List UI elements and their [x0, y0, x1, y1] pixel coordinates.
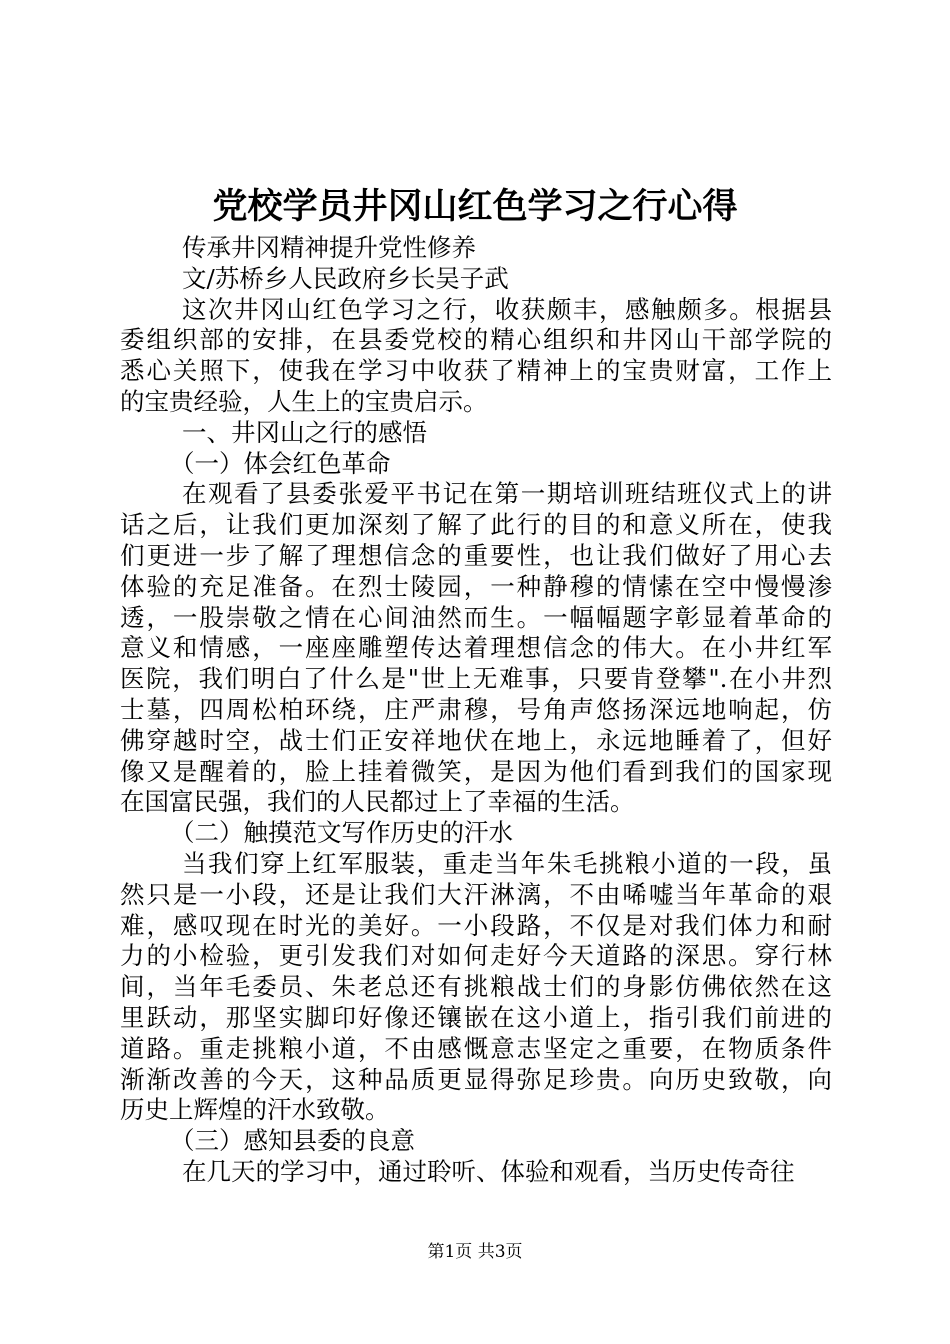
text-line: 历史上辉煌的汗水致敬。	[120, 1095, 390, 1125]
text-line: 悉心关照下，使我在学习中收获了精神上的宝贵财富，工作上	[120, 356, 832, 386]
text-line: 佛穿越时空，战士们正安祥地伏在地上，永远地睡着了，但好	[120, 725, 832, 755]
text-line: 的宝贵经验，人生上的宝贵启示。	[120, 386, 488, 416]
paragraph-list	[120, 295, 832, 1188]
text-line: 难，感叹现在时光的美好。一小段路，不仅是对我们体力和耐	[120, 910, 832, 940]
text-line: 里跃动，那坚实脚印好像还镶嵌在这小道上，指引我们前进的	[120, 1002, 832, 1032]
text-line: 委组织部的安排，在县委党校的精心组织和井冈山干部学院的	[120, 325, 832, 355]
document-subtitle: 传承井冈精神提升党性修养	[182, 233, 476, 262]
subsection-heading	[120, 449, 832, 480]
text-line: 医院，我们明白了什么是"世上无难事，只要肯登攀".在小井烈	[120, 664, 832, 694]
text-line: 士墓，四周松柏环绕，庄严肃穆，号角声悠扬深远地响起，仿	[120, 694, 832, 724]
text-line: 然只是一小段，还是让我们大汗淋漓，不由唏嘘当年革命的艰	[120, 879, 832, 909]
text-line: 们更进一步了解了理想信念的重要性，也让我们做好了用心去	[120, 540, 832, 570]
text-line: 透，一股崇敬之情在心间油然而生。一幅幅题字彰显着革命的	[120, 602, 832, 632]
text-line: 间，当年毛委员、朱老总还有挑粮战士们的身影仿佛依然在这	[120, 972, 832, 1002]
document-title: 党校学员井冈山红色学习之行心得	[212, 186, 738, 227]
text-line: 在国富民强，我们的人民都过上了幸福的生活。	[120, 787, 635, 817]
paragraph	[120, 479, 832, 818]
subsection-heading	[120, 818, 832, 849]
paragraph	[120, 1157, 832, 1188]
text-line: 在观看了县委张爱平书记在第一期培训班结班仪式上的讲	[182, 479, 832, 509]
text-line: 当我们穿上红军服装，重走当年朱毛挑粮小道的一段，虽	[182, 848, 832, 878]
section-heading	[120, 418, 832, 449]
document-body	[120, 233, 832, 1188]
subsection-heading	[120, 1126, 832, 1157]
text-line: 像又是醒着的，脸上挂着微笑，是因为他们看到我们的国家现	[120, 756, 832, 786]
text-line: 意义和情感，一座座雕塑传达着理想信念的伟大。在小井红军	[120, 633, 832, 663]
author-line: 文/苏桥乡人民政府乡长吴子武	[182, 263, 509, 293]
text-line: 一、井冈山之行的感悟	[182, 417, 427, 447]
text-line: 体验的充足准备。在烈士陵园，一种静穆的情愫在空中慢慢渗	[120, 571, 832, 601]
paragraph	[120, 295, 832, 418]
text-line: （二）触摸范文写作历史的汗水	[170, 818, 513, 848]
text-line: （一）体会红色革命	[170, 448, 391, 478]
text-line: 渐渐改善的今天，这种品质更显得弥足珍贵。向历史致敬，向	[120, 1064, 832, 1094]
text-line: 道路。重走挑粮小道，不由感慨意志坚定之重要，在物质条件	[120, 1033, 832, 1063]
text-line: 在几天的学习中，通过聆听、体验和观看，当历史传奇往	[182, 1156, 795, 1186]
text-line: （三）感知县委的良意	[170, 1126, 415, 1156]
text-line: 力的小检验，更引发我们对如何走好今天道路的深思。穿行林	[120, 941, 832, 971]
text-line: 这次井冈山红色学习之行，收获颇丰，感触颇多。根据县	[182, 294, 832, 324]
text-line: 话之后，让我们更加深刻了解了此行的目的和意义所在，使我	[120, 510, 832, 540]
paragraph	[120, 849, 832, 1126]
page-footer: 第1页 共3页	[427, 1242, 523, 1262]
